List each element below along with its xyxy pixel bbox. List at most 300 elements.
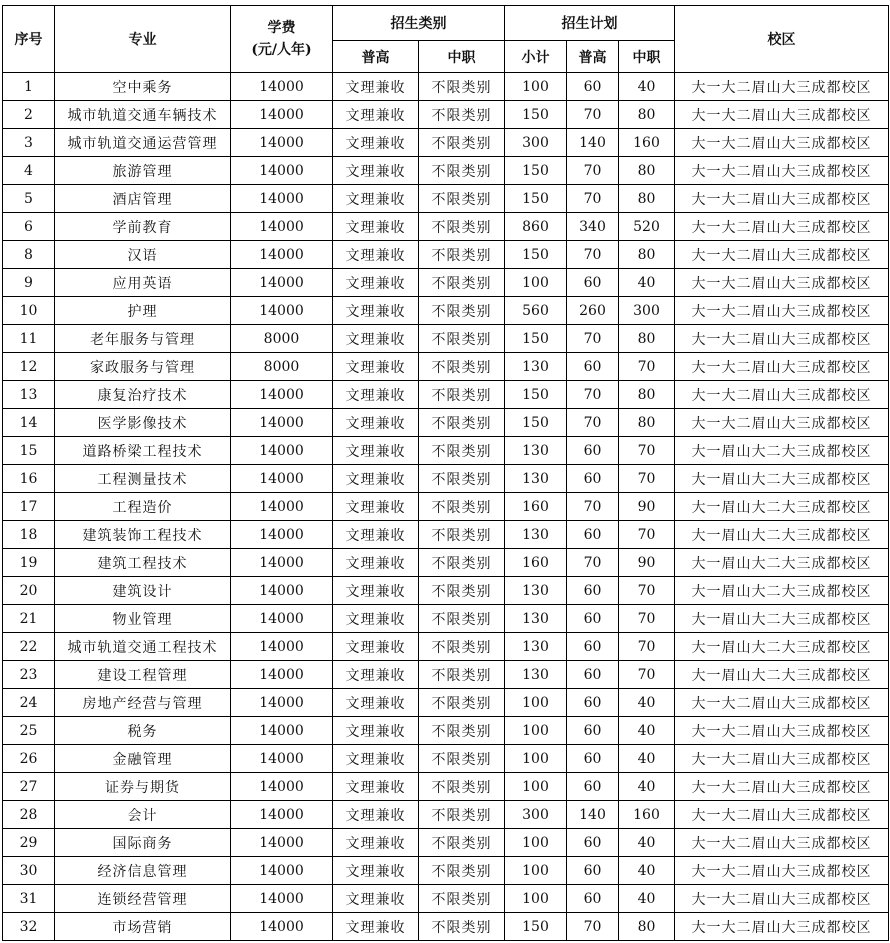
cell-campus: 大一大二眉山大三成都校区 (675, 773, 889, 801)
cell-category-general: 文理兼收 (333, 745, 419, 773)
cell-category-vocational: 不限类别 (419, 773, 505, 801)
cell-campus: 大一大二眉山大三成都校区 (675, 185, 889, 213)
cell-category-vocational: 不限类别 (419, 633, 505, 661)
cell-plan-vocational: 70 (619, 437, 675, 465)
cell-plan-subtotal: 130 (505, 465, 567, 493)
cell-seq: 16 (3, 465, 55, 493)
cell-seq: 29 (3, 829, 55, 857)
cell-major: 建筑设计 (55, 577, 231, 605)
cell-plan-subtotal: 150 (505, 913, 567, 941)
cell-plan-subtotal: 150 (505, 381, 567, 409)
cell-plan-general: 60 (567, 829, 619, 857)
cell-major: 道路桥梁工程技术 (55, 437, 231, 465)
cell-seq: 4 (3, 157, 55, 185)
cell-seq: 10 (3, 297, 55, 325)
cell-fee: 14000 (231, 913, 333, 941)
cell-fee: 14000 (231, 157, 333, 185)
cell-campus: 大一大二眉山大三成都校区 (675, 829, 889, 857)
cell-campus: 大一大二眉山大三成都校区 (675, 689, 889, 717)
cell-major: 会计 (55, 801, 231, 829)
cell-major: 酒店管理 (55, 185, 231, 213)
table-row (3, 521, 889, 549)
cell-plan-subtotal: 100 (505, 773, 567, 801)
table-row (3, 689, 889, 717)
cell-plan-general: 70 (567, 409, 619, 437)
cell-major: 市场营销 (55, 913, 231, 941)
cell-category-general: 文理兼收 (333, 773, 419, 801)
cell-plan-general: 60 (567, 885, 619, 913)
cell-category-general: 文理兼收 (333, 493, 419, 521)
cell-plan-general: 60 (567, 717, 619, 745)
cell-plan-subtotal: 130 (505, 661, 567, 689)
cell-fee: 14000 (231, 269, 333, 297)
cell-plan-vocational: 70 (619, 605, 675, 633)
cell-seq: 15 (3, 437, 55, 465)
cell-plan-subtotal: 160 (505, 549, 567, 577)
table-row (3, 297, 889, 325)
cell-plan-general: 60 (567, 857, 619, 885)
cell-plan-vocational: 80 (619, 157, 675, 185)
cell-plan-vocational: 40 (619, 689, 675, 717)
cell-campus: 大一眉山大二大三成都校区 (675, 465, 889, 493)
cell-campus: 大一大二眉山大三成都校区 (675, 325, 889, 353)
header-plan-vocational: 中职 (619, 41, 675, 73)
table-row (3, 661, 889, 689)
cell-plan-general: 60 (567, 661, 619, 689)
cell-category-vocational: 不限类别 (419, 101, 505, 129)
table-row (3, 241, 889, 269)
table-row (3, 773, 889, 801)
cell-campus: 大一眉山大二大三成都校区 (675, 633, 889, 661)
cell-plan-vocational: 40 (619, 857, 675, 885)
cell-category-vocational: 不限类别 (419, 241, 505, 269)
header-seq: 序号 (3, 6, 55, 73)
header-campus: 校区 (675, 6, 889, 73)
cell-plan-vocational: 520 (619, 213, 675, 241)
cell-campus: 大一大二眉山大三成都校区 (675, 157, 889, 185)
cell-category-general: 文理兼收 (333, 325, 419, 353)
cell-plan-vocational: 40 (619, 745, 675, 773)
cell-category-vocational: 不限类别 (419, 577, 505, 605)
table-row (3, 857, 889, 885)
table-row (3, 101, 889, 129)
cell-campus: 大一眉山大二大三成都校区 (675, 661, 889, 689)
cell-category-general: 文理兼收 (333, 73, 419, 101)
table-row (3, 605, 889, 633)
cell-plan-subtotal: 300 (505, 129, 567, 157)
cell-plan-subtotal: 150 (505, 185, 567, 213)
cell-category-vocational: 不限类别 (419, 801, 505, 829)
table-row (3, 801, 889, 829)
cell-major: 城市轨道交通运营管理 (55, 129, 231, 157)
header-plan-subtotal: 小计 (505, 41, 567, 73)
cell-fee: 14000 (231, 549, 333, 577)
cell-category-general: 文理兼收 (333, 577, 419, 605)
cell-campus: 大一大二眉山大三成都校区 (675, 73, 889, 101)
cell-seq: 20 (3, 577, 55, 605)
cell-major: 建筑装饰工程技术 (55, 521, 231, 549)
cell-campus: 大一大二眉山大三成都校区 (675, 801, 889, 829)
cell-campus: 大一大二眉山大三成都校区 (675, 353, 889, 381)
cell-seq: 26 (3, 745, 55, 773)
cell-fee: 14000 (231, 381, 333, 409)
cell-plan-subtotal: 150 (505, 101, 567, 129)
cell-fee: 14000 (231, 745, 333, 773)
cell-category-vocational: 不限类别 (419, 549, 505, 577)
cell-major: 税务 (55, 717, 231, 745)
cell-major: 建筑工程技术 (55, 549, 231, 577)
cell-plan-vocational: 90 (619, 493, 675, 521)
cell-category-general: 文理兼收 (333, 241, 419, 269)
cell-plan-subtotal: 100 (505, 73, 567, 101)
cell-category-vocational: 不限类别 (419, 913, 505, 941)
cell-seq: 1 (3, 73, 55, 101)
cell-category-general: 文理兼收 (333, 185, 419, 213)
cell-fee: 14000 (231, 241, 333, 269)
cell-category-vocational: 不限类别 (419, 185, 505, 213)
cell-plan-subtotal: 100 (505, 857, 567, 885)
cell-category-general: 文理兼收 (333, 213, 419, 241)
cell-campus: 大一大二眉山大三成都校区 (675, 381, 889, 409)
cell-campus: 大一大二眉山大三成都校区 (675, 745, 889, 773)
cell-plan-general: 70 (567, 185, 619, 213)
cell-major: 经济信息管理 (55, 857, 231, 885)
cell-seq: 32 (3, 913, 55, 941)
cell-category-vocational: 不限类别 (419, 269, 505, 297)
cell-plan-subtotal: 130 (505, 353, 567, 381)
cell-campus: 大一大二眉山大三成都校区 (675, 885, 889, 913)
cell-category-vocational: 不限类别 (419, 213, 505, 241)
cell-category-vocational: 不限类别 (419, 605, 505, 633)
cell-category-general: 文理兼收 (333, 717, 419, 745)
cell-seq: 22 (3, 633, 55, 661)
cell-plan-subtotal: 100 (505, 269, 567, 297)
cell-plan-vocational: 40 (619, 73, 675, 101)
cell-seq: 2 (3, 101, 55, 129)
cell-seq: 25 (3, 717, 55, 745)
cell-seq: 18 (3, 521, 55, 549)
table-row (3, 325, 889, 353)
cell-fee: 14000 (231, 717, 333, 745)
cell-plan-vocational: 70 (619, 577, 675, 605)
table-row (3, 353, 889, 381)
cell-category-vocational: 不限类别 (419, 409, 505, 437)
cell-fee: 14000 (231, 577, 333, 605)
cell-plan-vocational: 40 (619, 269, 675, 297)
cell-fee: 14000 (231, 661, 333, 689)
cell-major: 汉语 (55, 241, 231, 269)
cell-fee: 14000 (231, 129, 333, 157)
cell-plan-general: 70 (567, 157, 619, 185)
cell-plan-general: 70 (567, 241, 619, 269)
cell-plan-subtotal: 100 (505, 689, 567, 717)
table-row (3, 73, 889, 101)
cell-seq: 6 (3, 213, 55, 241)
cell-plan-subtotal: 130 (505, 577, 567, 605)
cell-plan-vocational: 40 (619, 717, 675, 745)
cell-fee: 14000 (231, 857, 333, 885)
cell-plan-subtotal: 100 (505, 829, 567, 857)
cell-category-vocational: 不限类别 (419, 353, 505, 381)
cell-major: 老年服务与管理 (55, 325, 231, 353)
table-row (3, 465, 889, 493)
cell-category-vocational: 不限类别 (419, 297, 505, 325)
header-major: 专业 (55, 6, 231, 73)
cell-campus: 大一大二眉山大三成都校区 (675, 717, 889, 745)
cell-major: 证券与期货 (55, 773, 231, 801)
cell-plan-general: 60 (567, 577, 619, 605)
cell-seq: 24 (3, 689, 55, 717)
cell-category-general: 文理兼收 (333, 605, 419, 633)
cell-seq: 19 (3, 549, 55, 577)
cell-plan-subtotal: 150 (505, 157, 567, 185)
cell-major: 城市轨道交通车辆技术 (55, 101, 231, 129)
cell-plan-subtotal: 160 (505, 493, 567, 521)
cell-plan-vocational: 80 (619, 241, 675, 269)
cell-category-general: 文理兼收 (333, 437, 419, 465)
cell-fee: 14000 (231, 633, 333, 661)
cell-plan-vocational: 90 (619, 549, 675, 577)
cell-campus: 大一大二眉山大三成都校区 (675, 101, 889, 129)
cell-category-general: 文理兼收 (333, 297, 419, 325)
cell-category-vocational: 不限类别 (419, 689, 505, 717)
cell-category-vocational: 不限类别 (419, 381, 505, 409)
cell-major: 金融管理 (55, 745, 231, 773)
table-row (3, 493, 889, 521)
cell-seq: 21 (3, 605, 55, 633)
table-row (3, 129, 889, 157)
cell-seq: 5 (3, 185, 55, 213)
cell-category-general: 文理兼收 (333, 857, 419, 885)
cell-plan-vocational: 300 (619, 297, 675, 325)
cell-plan-vocational: 70 (619, 465, 675, 493)
cell-plan-general: 60 (567, 773, 619, 801)
cell-major: 康复治疗技术 (55, 381, 231, 409)
cell-plan-subtotal: 130 (505, 605, 567, 633)
cell-category-vocational: 不限类别 (419, 157, 505, 185)
cell-plan-general: 60 (567, 269, 619, 297)
cell-plan-subtotal: 150 (505, 409, 567, 437)
cell-fee: 14000 (231, 101, 333, 129)
cell-plan-subtotal: 150 (505, 241, 567, 269)
cell-fee: 14000 (231, 885, 333, 913)
cell-plan-vocational: 80 (619, 101, 675, 129)
cell-major: 物业管理 (55, 605, 231, 633)
cell-plan-general: 60 (567, 633, 619, 661)
cell-major: 房地产经营与管理 (55, 689, 231, 717)
cell-campus: 大一大二眉山大三成都校区 (675, 213, 889, 241)
cell-major: 工程测量技术 (55, 465, 231, 493)
table-row (3, 157, 889, 185)
cell-seq: 14 (3, 409, 55, 437)
cell-category-vocational: 不限类别 (419, 493, 505, 521)
cell-category-general: 文理兼收 (333, 661, 419, 689)
cell-fee: 14000 (231, 605, 333, 633)
cell-plan-vocational: 160 (619, 801, 675, 829)
table-row (3, 437, 889, 465)
cell-category-vocational: 不限类别 (419, 73, 505, 101)
cell-major: 连锁经营管理 (55, 885, 231, 913)
cell-major: 应用英语 (55, 269, 231, 297)
cell-major: 家政服务与管理 (55, 353, 231, 381)
cell-plan-general: 140 (567, 129, 619, 157)
cell-major: 旅游管理 (55, 157, 231, 185)
table-row (3, 549, 889, 577)
cell-plan-subtotal: 130 (505, 437, 567, 465)
header-category-general: 普高 (333, 41, 419, 73)
table-row (3, 829, 889, 857)
cell-category-general: 文理兼收 (333, 801, 419, 829)
cell-plan-general: 60 (567, 353, 619, 381)
cell-plan-subtotal: 130 (505, 633, 567, 661)
cell-category-vocational: 不限类别 (419, 717, 505, 745)
table-row (3, 269, 889, 297)
cell-major: 工程造价 (55, 493, 231, 521)
cell-plan-subtotal: 100 (505, 717, 567, 745)
cell-plan-vocational: 80 (619, 913, 675, 941)
cell-plan-general: 60 (567, 437, 619, 465)
cell-category-general: 文理兼收 (333, 829, 419, 857)
table-header (3, 6, 889, 73)
cell-plan-general: 140 (567, 801, 619, 829)
cell-category-vocational: 不限类别 (419, 465, 505, 493)
cell-campus: 大一大二眉山大三成都校区 (675, 129, 889, 157)
cell-fee: 8000 (231, 353, 333, 381)
cell-category-general: 文理兼收 (333, 129, 419, 157)
cell-plan-general: 60 (567, 605, 619, 633)
cell-plan-general: 340 (567, 213, 619, 241)
cell-seq: 28 (3, 801, 55, 829)
table-row (3, 633, 889, 661)
cell-plan-general: 60 (567, 521, 619, 549)
cell-plan-general: 70 (567, 913, 619, 941)
cell-campus: 大一大二眉山大三成都校区 (675, 409, 889, 437)
cell-category-general: 文理兼收 (333, 101, 419, 129)
cell-category-general: 文理兼收 (333, 633, 419, 661)
cell-category-vocational: 不限类别 (419, 129, 505, 157)
cell-seq: 8 (3, 241, 55, 269)
cell-seq: 30 (3, 857, 55, 885)
cell-seq: 23 (3, 661, 55, 689)
cell-plan-vocational: 80 (619, 325, 675, 353)
header-plan-general: 普高 (567, 41, 619, 73)
cell-plan-vocational: 40 (619, 829, 675, 857)
cell-seq: 27 (3, 773, 55, 801)
cell-category-general: 文理兼收 (333, 465, 419, 493)
table-row (3, 717, 889, 745)
cell-campus: 大一大二眉山大三成都校区 (675, 269, 889, 297)
cell-category-general: 文理兼收 (333, 885, 419, 913)
cell-plan-subtotal: 100 (505, 745, 567, 773)
cell-category-general: 文理兼收 (333, 689, 419, 717)
cell-plan-general: 60 (567, 73, 619, 101)
cell-seq: 11 (3, 325, 55, 353)
cell-plan-vocational: 70 (619, 521, 675, 549)
cell-fee: 14000 (231, 689, 333, 717)
cell-campus: 大一眉山大二大三成都校区 (675, 605, 889, 633)
cell-campus: 大一眉山大二大三成都校区 (675, 549, 889, 577)
cell-fee: 14000 (231, 773, 333, 801)
cell-category-general: 文理兼收 (333, 913, 419, 941)
cell-major: 护理 (55, 297, 231, 325)
table-row (3, 577, 889, 605)
cell-plan-vocational: 70 (619, 353, 675, 381)
cell-major: 医学影像技术 (55, 409, 231, 437)
cell-major: 学前教育 (55, 213, 231, 241)
cell-seq: 9 (3, 269, 55, 297)
cell-seq: 31 (3, 885, 55, 913)
enrollment-table (2, 5, 889, 941)
cell-fee: 14000 (231, 409, 333, 437)
table-row (3, 913, 889, 941)
cell-plan-subtotal: 300 (505, 801, 567, 829)
cell-campus: 大一眉山大二大三成都校区 (675, 493, 889, 521)
cell-category-general: 文理兼收 (333, 549, 419, 577)
header-fee-line2: (元/人年) (251, 42, 312, 58)
cell-plan-vocational: 70 (619, 633, 675, 661)
header-plan: 招生计划 (505, 6, 675, 41)
cell-category-general: 文理兼收 (333, 521, 419, 549)
table-row (3, 213, 889, 241)
cell-fee: 14000 (231, 521, 333, 549)
table-row (3, 185, 889, 213)
cell-plan-vocational: 80 (619, 381, 675, 409)
cell-plan-subtotal: 560 (505, 297, 567, 325)
cell-fee: 8000 (231, 325, 333, 353)
cell-fee: 14000 (231, 297, 333, 325)
cell-category-general: 文理兼收 (333, 409, 419, 437)
table-row (3, 745, 889, 773)
cell-campus: 大一眉山大二大三成都校区 (675, 437, 889, 465)
header-fee-line1: 学费 (267, 20, 296, 36)
cell-major: 空中乘务 (55, 73, 231, 101)
cell-campus: 大一大二眉山大三成都校区 (675, 241, 889, 269)
cell-campus: 大一大二眉山大三成都校区 (675, 913, 889, 941)
cell-plan-subtotal: 860 (505, 213, 567, 241)
cell-plan-vocational: 70 (619, 661, 675, 689)
cell-plan-general: 60 (567, 745, 619, 773)
cell-fee: 14000 (231, 801, 333, 829)
cell-plan-vocational: 40 (619, 885, 675, 913)
cell-category-general: 文理兼收 (333, 269, 419, 297)
cell-plan-general: 60 (567, 689, 619, 717)
cell-category-vocational: 不限类别 (419, 325, 505, 353)
cell-plan-general: 70 (567, 101, 619, 129)
cell-fee: 14000 (231, 185, 333, 213)
cell-category-vocational: 不限类别 (419, 745, 505, 773)
cell-category-vocational: 不限类别 (419, 829, 505, 857)
cell-fee: 14000 (231, 465, 333, 493)
cell-major: 国际商务 (55, 829, 231, 857)
cell-plan-vocational: 160 (619, 129, 675, 157)
cell-plan-general: 60 (567, 465, 619, 493)
cell-plan-subtotal: 130 (505, 521, 567, 549)
header-fee (231, 6, 333, 73)
cell-seq: 17 (3, 493, 55, 521)
cell-fee: 14000 (231, 213, 333, 241)
cell-plan-general: 70 (567, 549, 619, 577)
table-row (3, 885, 889, 913)
cell-plan-general: 260 (567, 297, 619, 325)
cell-fee: 14000 (231, 73, 333, 101)
cell-plan-subtotal: 150 (505, 325, 567, 353)
cell-fee: 14000 (231, 829, 333, 857)
cell-campus: 大一眉山大二大三成都校区 (675, 521, 889, 549)
table-row (3, 409, 889, 437)
cell-major: 建设工程管理 (55, 661, 231, 689)
cell-campus: 大一大二眉山大三成都校区 (675, 297, 889, 325)
cell-plan-vocational: 80 (619, 409, 675, 437)
